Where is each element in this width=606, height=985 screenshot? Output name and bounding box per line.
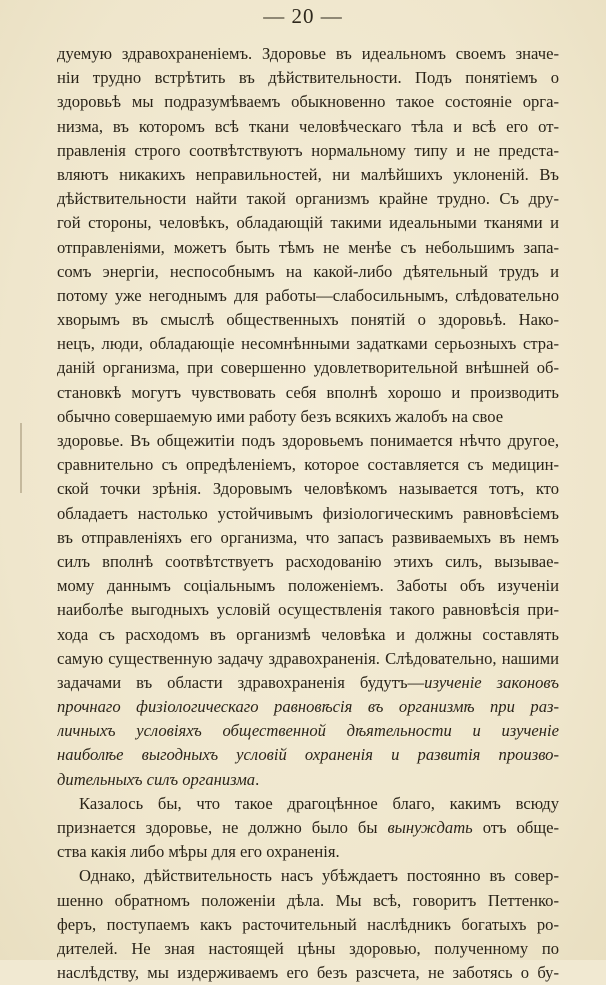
body-text: [57, 42, 559, 985]
line-text: правленія строго соотвѣтствуютъ нормальному типу и не предста-: [57, 140, 559, 160]
text-line: [57, 356, 559, 380]
line-text: ства какія либо мѣры для его охраненія.: [57, 842, 340, 862]
line-text: здоровье. Въ общежитіи подъ здоровьемъ понимается нѣчто другое,: [57, 431, 559, 450]
text-line: [57, 623, 559, 647]
line-text: обычно совершаемую ими работу безъ всякихъ жалобъ на свое: [57, 406, 504, 426]
text-line: [57, 66, 559, 90]
line-text: наслѣдству, мы издерживаемъ его безъ разсчета, не заботясь о бу-: [57, 963, 559, 983]
text-line: [57, 453, 559, 477]
text-line: [57, 284, 559, 308]
line-italic-text: дительныхъ силъ организма: [57, 769, 256, 789]
line-tail-text: .: [255, 769, 260, 789]
line-text: ской точки зрѣнія. Здоровымъ человѣкомъ называется тотъ, кто: [57, 479, 559, 499]
line-text: задачами въ области здравохраненія будутъ—: [57, 672, 425, 692]
line-text: низма, въ которомъ всѣ ткани человѣческаго тѣла и всѣ его от-: [57, 116, 559, 136]
line-text: гой стороны, человѣкъ, обладающій такими идеальными тканями и: [57, 213, 559, 233]
line-text: вляютъ никакихъ неправильностей, ни малѣйшихъ уклоненій. Въ: [57, 164, 559, 184]
line-italic-text: изученіе законовъ: [424, 672, 559, 692]
text-line: [57, 913, 559, 937]
line-italic-text: наиболѣе выгодныхъ условій охраненія и развитія произво-: [57, 745, 559, 765]
text-line: [57, 429, 559, 453]
text-line: [57, 768, 559, 792]
text-line: [57, 937, 559, 961]
text-line: [57, 598, 559, 622]
page-number: — 20 —: [263, 4, 343, 28]
line-text: здоровьѣ мы подразумѣваемъ обыкновенно такое состояніе орга-: [57, 92, 559, 112]
text-line: [57, 816, 559, 840]
text-line: [57, 163, 559, 187]
line-text: потому уже негоднымъ для работы—слабосильнымъ, слѣдовательно: [57, 285, 559, 305]
line-text: хворымъ въ смыслѣ общественныхъ понятій о здоровьѣ. Нако-: [57, 310, 559, 330]
line-text: силъ вполнѣ соотвѣтствуетъ расходованію этихъ силъ, вызывае-: [57, 551, 559, 571]
text-line: [57, 308, 559, 332]
line-text: ніи трудно встрѣтить въ дѣйствительности. Подъ понятіемъ о: [57, 68, 559, 88]
line-italic-text: личныхъ условіяхъ общественной дѣятельности и изученіе: [57, 721, 559, 741]
line-text: нецъ, люди, обладающіе несомнѣнными задатками серьозныхъ стра-: [57, 334, 559, 354]
text-line: [57, 115, 559, 139]
line-text: мому даннымъ соціальнымъ положеніемъ. Заботы объ изученіи: [57, 576, 559, 596]
text-line: [57, 260, 559, 284]
line-text: дуемую здравохраненіемъ. Здоровье въ идеальномъ своемъ значе-: [57, 44, 559, 63]
text-line: [57, 671, 559, 695]
line-text: Однако, дѣйствительность насъ убѣждаетъ постоянно въ совер-: [79, 866, 559, 886]
text-line: [57, 332, 559, 356]
line-text: наиболѣе выгодныхъ условій осуществленія такого равновѣсія при-: [57, 600, 559, 620]
text-line: [57, 792, 559, 816]
text-line: [57, 743, 559, 767]
line-text: дѣйствительности найти такой организмъ крайне трудно. Съ дру-: [57, 189, 559, 209]
line-tail-text: отъ обще-: [472, 818, 559, 837]
text-line: [57, 695, 559, 719]
text-line: [57, 90, 559, 114]
line-text: отправленіями, можетъ быть тѣмъ не менѣе съ небольшимъ запа-: [57, 237, 559, 257]
line-text: хода съ расходомъ въ организмѣ человѣка и должны составлять: [57, 624, 559, 644]
text-line: [57, 381, 559, 405]
text-line: [57, 719, 559, 743]
line-text: признается здоровье, не должно было бы: [57, 818, 388, 837]
line-text: Казалось бы, что такое драгоцѣнное благо, какимъ всюду: [79, 793, 559, 813]
text-line: [57, 526, 559, 550]
line-text: обладаетъ настолько устойчивымъ физіологическимъ равновѣсіемъ: [57, 503, 559, 523]
text-line: [57, 236, 559, 260]
line-text: сравнительно съ опредѣленіемъ, которое составляется съ медицин-: [57, 455, 559, 475]
text-line: [57, 211, 559, 235]
line-text: даній организма, при совершенно удовлетворительной внѣшней об-: [57, 358, 559, 378]
line-text: шенно обратномъ положеніи дѣла. Мы всѣ, говоритъ Петтенко-: [57, 890, 559, 910]
text-line: [57, 889, 559, 913]
line-text: феръ, поступаемъ какъ расточительный наслѣдникъ богатыхъ ро-: [57, 914, 559, 934]
text-line: [57, 840, 559, 864]
line-text: въ отправленіяхъ его организма, что запасъ развиваемыхъ въ немъ: [57, 527, 559, 547]
line-text: самую существенную задачу здравохраненія. Слѣдовательно, нашими: [57, 648, 559, 668]
line-text: дителей. Не зная настоящей цѣны здоровью, полученному по: [57, 938, 559, 958]
text-line: [57, 42, 559, 66]
line-text: становкѣ могутъ чувствовать себя вполнѣ хорошо и производить: [57, 382, 559, 402]
text-line: [57, 550, 559, 574]
text-line: [57, 477, 559, 501]
text-line: [57, 864, 559, 888]
line-text: сомъ энергіи, неспособнымъ на какой-либо дѣятельный трудъ и: [57, 261, 559, 281]
text-line: [57, 405, 559, 429]
text-line: [57, 574, 559, 598]
line-italic-text: вынуждать: [387, 818, 473, 837]
text-line: [57, 187, 559, 211]
text-line: [57, 139, 559, 163]
margin-pencil-mark: [20, 423, 22, 493]
line-italic-text: прочнаго физіологическаго равновѣсія въ организмѣ при раз-: [57, 697, 559, 717]
text-line: [57, 502, 559, 526]
text-line: [57, 961, 559, 985]
text-line: [57, 647, 559, 671]
